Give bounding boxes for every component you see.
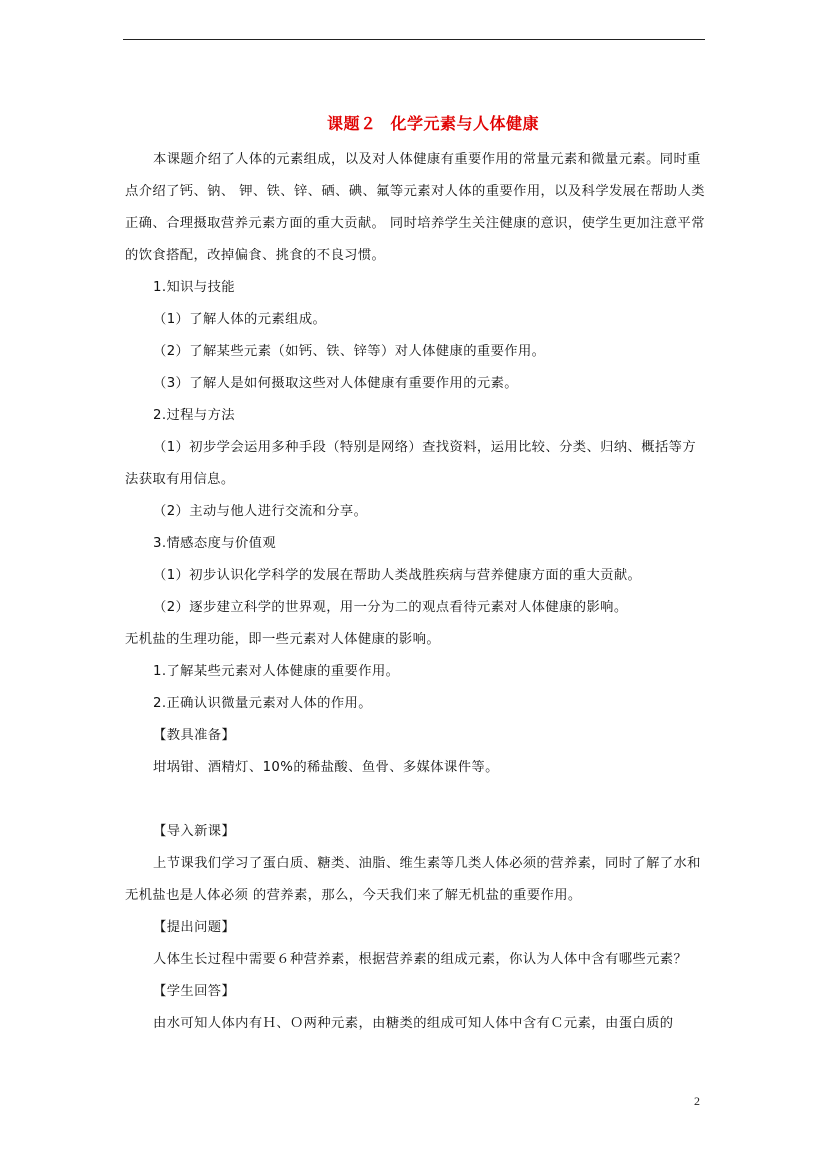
- difficulty-item: 2.正确认识微量元素对人体的作用。: [153, 696, 372, 711]
- answer-paragraph: 由水可知人体内有Ｈ、Ｏ两种元素，由糖类的组成可知人体中含有Ｃ元素，由蛋白质的: [153, 1016, 674, 1031]
- intro-paragraph: 本课题介绍了人体的元素组成，以及对人体健康有重要作用的常量元素和微量元素。同时重点介绍了钙、钠、 钾、铁、锌、硒、碘、氟等元素对人体的重要作用，以及科学发展在帮助人类正确、合理摄取营养元素方面的重大贡献。 同时培养学生关注健康的意识，使学生更加注意平常的饮食搭配，改掉偏食、挑食的不良习惯。: [125, 152, 705, 263]
- introduction-paragraph: 上节课我们学习了蛋白质、糖类、油脂、维生素等几类人体必须的营养素，同时了解了水和无机盐也是人体必须 的营养素，那么，今天我们来了解无机盐的重要作用。: [125, 856, 701, 903]
- difficulty-item: 1.了解某些元素对人体健康的重要作用。: [153, 664, 400, 679]
- lesson-title: [0, 111, 827, 134]
- objective-heading: 3.情感态度与价值观: [153, 536, 277, 551]
- section-heading-answer: 【学生回答】: [153, 984, 236, 999]
- header-rule: [123, 39, 705, 40]
- objective-item: （2）主动与他人进行交流和分享。: [153, 504, 368, 519]
- objective-item: （1）了解人体的元素组成。: [153, 312, 327, 327]
- key-point-paragraph: 无机盐的生理功能，即一些元素对人体健康的影响。: [125, 632, 441, 647]
- objective-heading: 1.知识与技能: [153, 280, 235, 295]
- section-heading-question: 【提出问题】: [153, 920, 236, 935]
- document-body: [125, 144, 708, 1040]
- title-lesson-number: 课题２: [326, 114, 377, 133]
- section-heading-equipment: 【教具准备】: [153, 728, 236, 743]
- objective-item: （3）了解人是如何摄取这些对人体健康有重要作用的元素。: [153, 376, 518, 391]
- objective-heading: 2.过程与方法: [153, 408, 235, 423]
- section-heading-introduction: 【导入新课】: [153, 824, 236, 839]
- objective-item: （1）初步认识化学科学的发展在帮助人类战胜疾病与营养健康方面的重大贡献。: [153, 568, 642, 583]
- objective-item: （2）逐步建立科学的世界观，用一分为二的观点看待元素对人体健康的影响。: [153, 600, 628, 615]
- blank-line: [125, 784, 708, 816]
- objective-item: （1）初步学会运用多种手段（特别是网络）查找资料，运用比较、分类、归纳、概括等方法获取有用信息。: [125, 440, 697, 487]
- question-paragraph: 人体生长过程中需要６种营养素，根据营养素的组成元素，你认为人体中含有哪些元素？: [153, 952, 688, 967]
- objective-item: （2）了解某些元素（如钙、铁、锌等）对人体健康的重要作用。: [153, 344, 546, 359]
- page-number: 2: [694, 1094, 700, 1108]
- title-topic: 化学元素与人体健康: [390, 114, 540, 133]
- equipment-list: 坩埚钳、酒精灯、10%的稀盐酸、鱼骨、多媒体课件等。: [153, 760, 499, 775]
